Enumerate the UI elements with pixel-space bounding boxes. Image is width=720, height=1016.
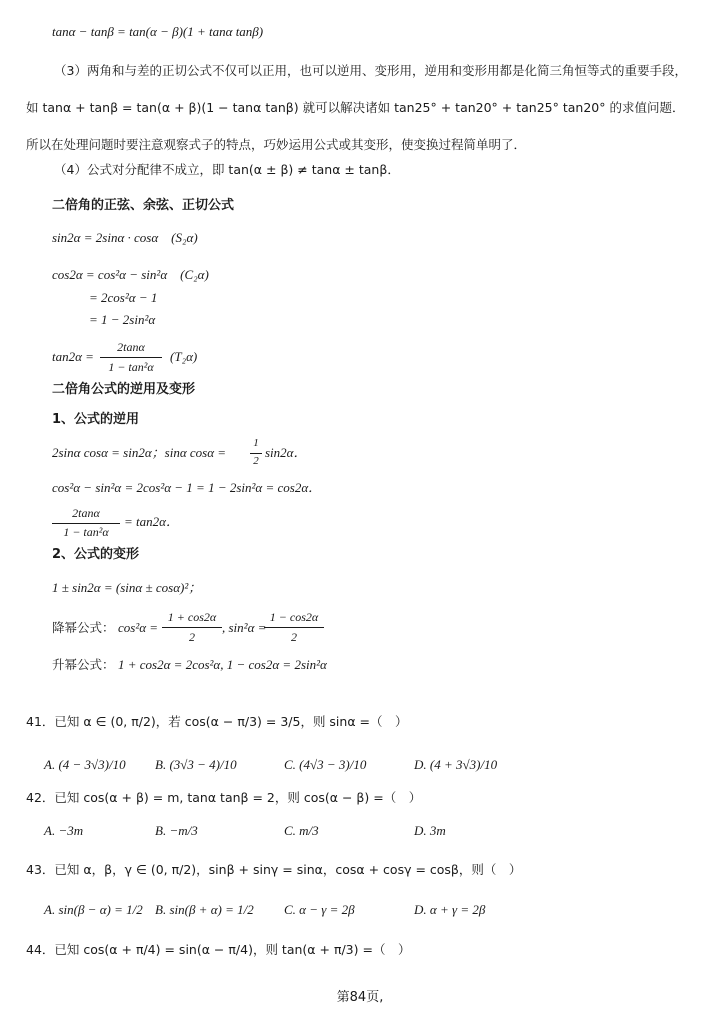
formula-power-raise: 1 + cos2α = 2cos²α, 1 − cos2α = 2sin²α <box>118 657 327 672</box>
question-43-option-b[interactable]: B. sin(β + α) = 1/2 <box>155 902 254 917</box>
label-power-raise: 升幂公式： <box>52 657 115 672</box>
question-41-option-a[interactable]: A. (4 − 3√3)/10 <box>44 757 126 772</box>
question-41-option-b[interactable]: B. (3√3 − 4)/10 <box>155 757 237 772</box>
question-42-option-b[interactable]: B. −m/3 <box>155 823 198 838</box>
paragraph-note-4: （4）公式对分配律不成立，即 tan(α ± β) ≠ tanα ± tanβ． <box>54 162 400 177</box>
section-heading-inverse: 二倍角公式的逆用及变形 <box>52 382 196 397</box>
formula-tan2a-tag: (T₂α) <box>170 349 198 364</box>
question-41-stem: 41．已知 α ∈ (0, π/2)，若 cos(α − π/3) = 3/5，则 sinα =（ ） <box>26 714 408 729</box>
formula-inverse-1: 2sinα cosα = sin2α；sinα cosα = <box>52 445 227 460</box>
formula-cos2a: cos2α = cos²α − sin²α (C₂α) <box>52 267 209 282</box>
formula-inverse-2: cos²α − sin²α = 2cos²α − 1 = 1 − 2sin²α = cos2α． <box>52 480 322 495</box>
formula-tan-diff: tanα − tanβ = tan(α − β)(1 + tanα tanβ) <box>52 24 264 39</box>
paragraph-note-3: （3）两角和与差的正切公式不仅可以正用，也可以逆用、变形用，逆用和变形用都是化简三角恒等式的重要手段，如 tanα + tanβ = tan(α + β)(1 − tanα tanβ) 就可以解决诸如 tan25° + tan20° + tan25° tan20° 的求值问题．所以在处理问题时要注意观察式子的特点，巧妙运用公式或其变形，使变换过程简单明了． <box>26 63 687 152</box>
question-42-option-a[interactable]: A. −3m <box>44 823 84 838</box>
question-43-option-c[interactable]: C. α − γ = 2β <box>284 902 355 917</box>
fraction-numerator: 1 <box>253 437 259 449</box>
page-number: 第84页, <box>336 990 384 1005</box>
formula-cos-sq-lhs: cos²α = <box>118 620 159 635</box>
subheading-variation: 2、公式的变形 <box>52 547 140 562</box>
question-41-option-d[interactable]: D. (4 + 3√3)/10 <box>414 757 498 772</box>
section-heading-double-angle: 二倍角的正弦、余弦、正切公式 <box>52 198 235 213</box>
formula-cos-sq-numerator: 1 + cos2α <box>167 610 217 624</box>
formula-cos2a-alt1: = 2cos²α − 1 <box>89 290 158 305</box>
formula-sin-sq-lhs: , sin²α = <box>222 620 267 635</box>
question-44-stem: 44．已知 cos(α + π/4) = sin(α − π/4)，则 tan(α + π/3) =（ ） <box>26 942 411 957</box>
formula-cos-sq-denominator: 2 <box>189 630 195 644</box>
question-42-option-c[interactable]: C. m/3 <box>284 823 319 838</box>
formula-inverse-3-tail: = tan2α． <box>124 514 179 529</box>
formula-tan2a-denominator: 1 − tan²α <box>108 360 154 374</box>
label-power-reduction: 降幂公式： <box>52 620 115 635</box>
formula-sin-sq-denominator: 2 <box>291 630 297 644</box>
question-43-option-d[interactable]: D. α + γ = 2β <box>414 902 486 917</box>
formula-inverse-1-tail: sin2α． <box>265 445 307 460</box>
subheading-inverse: 1、公式的逆用 <box>52 412 140 427</box>
question-43-option-a[interactable]: A. sin(β − α) = 1/2 <box>44 902 143 917</box>
question-41-option-c[interactable]: C. (4√3 − 3)/10 <box>284 757 367 772</box>
formula-tan2a-numerator: 2tanα <box>117 340 145 354</box>
formula-inverse-3-numerator: 2tanα <box>72 506 100 520</box>
formula-variation-1: 1 ± sin2α = (sinα ± cosα)²； <box>52 580 202 595</box>
formula-tan2a-lhs: tan2α = <box>52 349 94 364</box>
fraction-denominator: 2 <box>253 455 259 467</box>
question-42-stem: 42．已知 cos(α + β) = m, tanα tanβ = 2，则 cos(α − β) =（ ） <box>26 790 422 805</box>
formula-inverse-3-denominator: 1 − tan²α <box>63 525 109 539</box>
question-43-stem: 43．已知 α，β，γ ∈ (0, π/2)，sinβ + sinγ = sinα，cosα + cosγ = cosβ，则（ ） <box>26 862 522 877</box>
formula-sin-sq-numerator: 1 − cos2α <box>269 610 319 624</box>
question-42-option-d[interactable]: D. 3m <box>414 823 446 838</box>
formula-sin2a: sin2α = 2sinα · cosα (S₂α) <box>52 230 198 245</box>
formula-cos2a-alt2: = 1 − 2sin²α <box>89 312 156 327</box>
